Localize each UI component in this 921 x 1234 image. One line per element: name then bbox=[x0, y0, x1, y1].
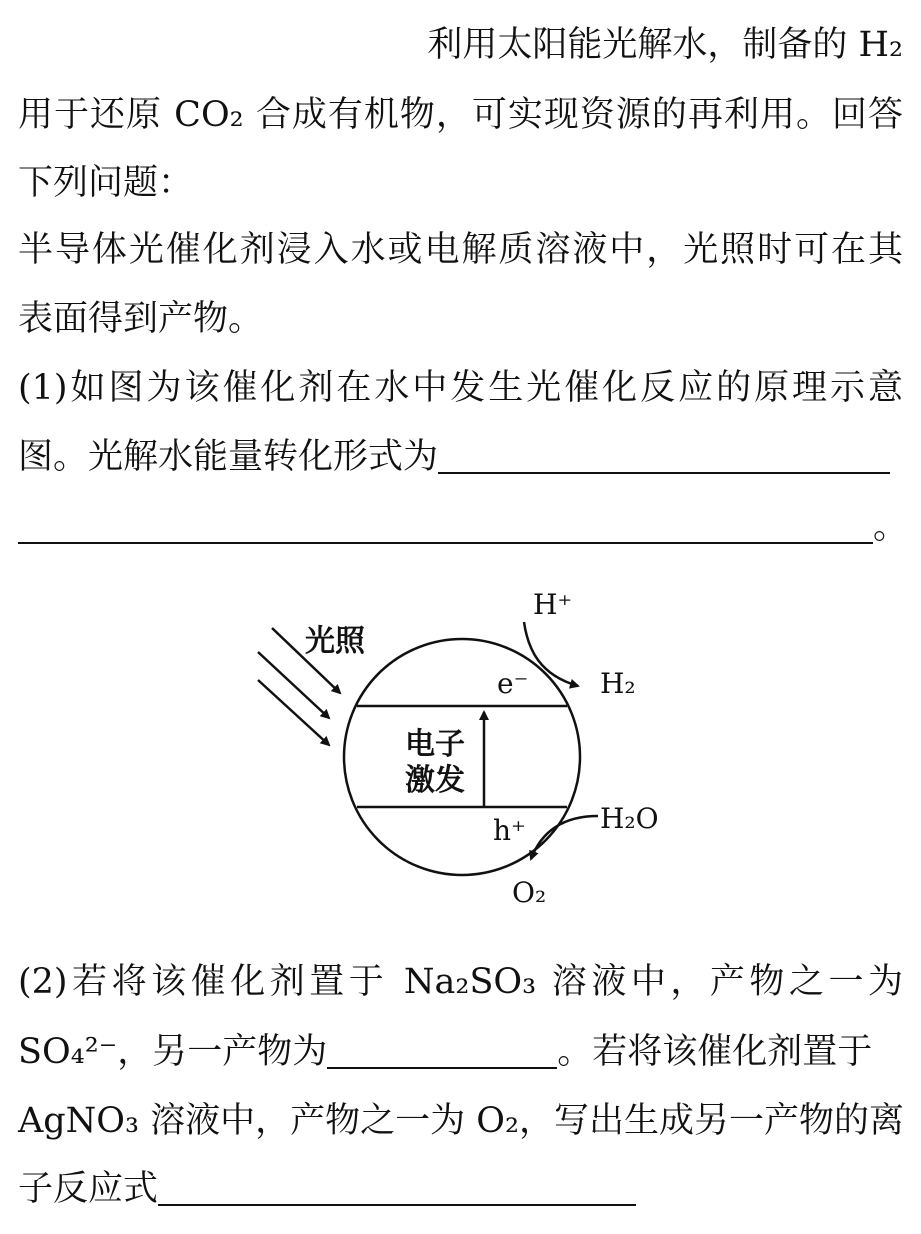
part2-line-2 bbox=[18, 1030, 903, 1074]
light-ray-icon bbox=[258, 680, 329, 745]
answer-blank-3[interactable] bbox=[158, 1204, 636, 1206]
part2-line-2-end: 。若将该催化剂置于 bbox=[557, 1032, 873, 1072]
part2-prompt-end: 子反应式 bbox=[18, 1169, 159, 1209]
light-label: 光照 bbox=[305, 624, 365, 659]
part2-prompt-mid: ，另一产物为 bbox=[117, 1032, 328, 1072]
intro-line-1: 利用太阳能光解水，制备的 H₂ bbox=[427, 25, 903, 65]
intro-line-2: 用于还原 CO₂ 合成有机物，可实现资源的再利用。回答 bbox=[18, 95, 903, 135]
answer-blank-2[interactable] bbox=[327, 1067, 557, 1069]
h2o-to-o2-arrow bbox=[531, 816, 598, 859]
h-plus-label: H⁺ bbox=[533, 588, 573, 621]
h-plus-to-h2-arrow bbox=[524, 622, 578, 686]
h2-label: H₂ bbox=[600, 667, 636, 700]
part2-line-4 bbox=[18, 1167, 903, 1211]
excitation-label-2: 激发 bbox=[405, 763, 465, 798]
part2-line-3: AgNO₃ 溶液中，产物之一为 O₂，写出生成另一产物的离 bbox=[18, 1101, 905, 1141]
part2-line-1: (2)若将该催化剂置于 Na₂SO₃ 溶液中，产物之一为 bbox=[18, 962, 903, 1002]
context-line-2: 表面得到产物。 bbox=[18, 299, 264, 339]
h2o-label: H₂O bbox=[600, 802, 659, 835]
o2-label: O₂ bbox=[512, 876, 547, 909]
period: 。 bbox=[873, 507, 909, 547]
hole-label: h⁺ bbox=[493, 814, 526, 847]
intro-line-3: 下列问题： bbox=[18, 163, 194, 203]
context-line-1: 半导体光催化剂浸入水或电解质溶液中，光照时可在其 bbox=[18, 230, 903, 270]
part1-prompt: 图。光解水能量转化形式为 bbox=[18, 437, 439, 477]
electron-label: e⁻ bbox=[497, 667, 529, 700]
sulfate-ion: SO₄²⁻ bbox=[18, 1032, 118, 1072]
light-ray-icon bbox=[258, 652, 329, 718]
excitation-label-1: 电子 bbox=[405, 727, 465, 762]
part1-line-1: (1)如图为该催化剂在水中发生光催化反应的原理示意 bbox=[18, 368, 903, 408]
